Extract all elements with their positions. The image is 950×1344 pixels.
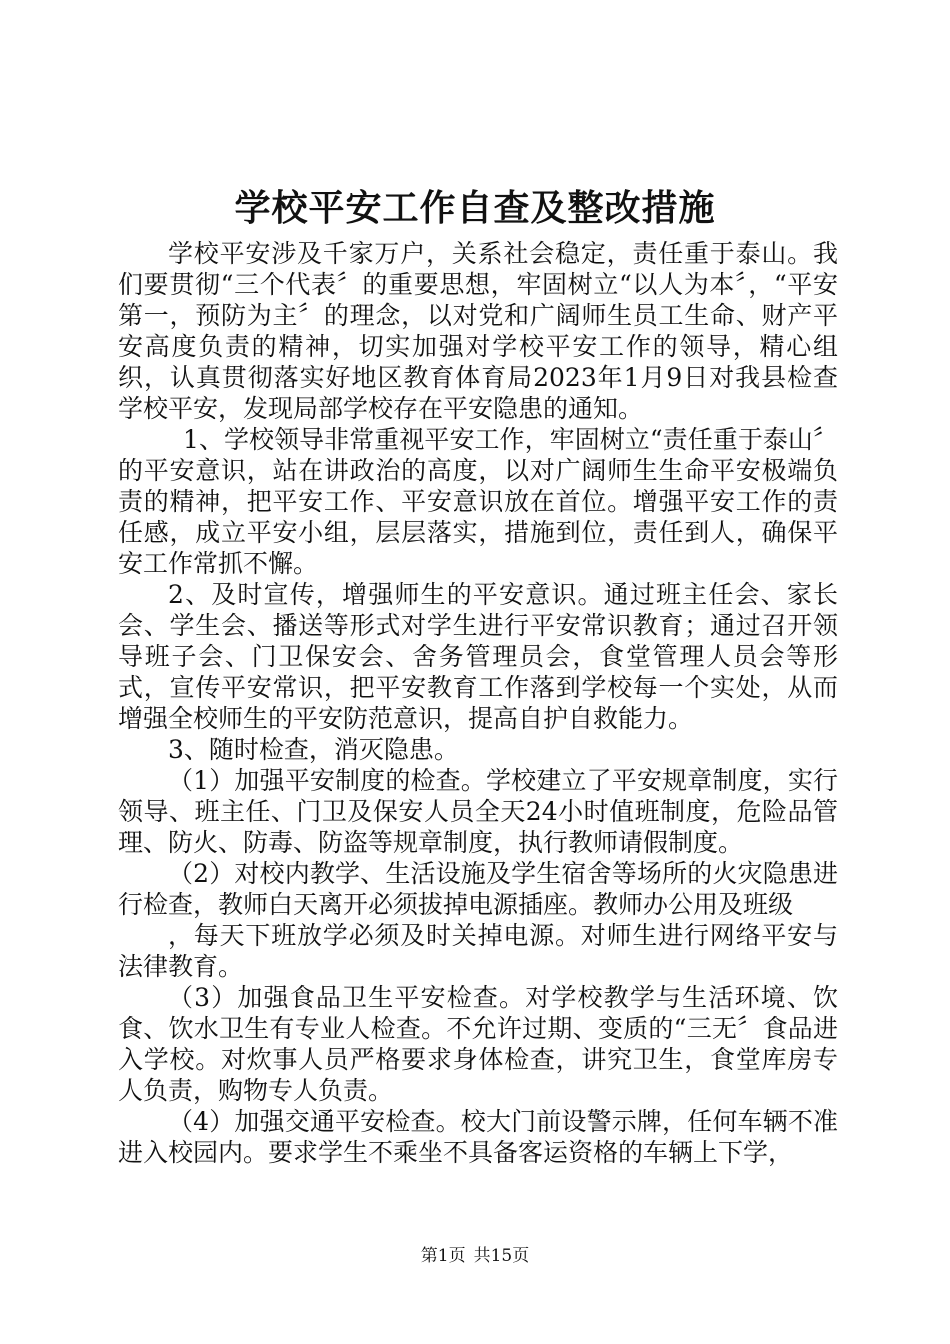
paragraph-subitem-2-continued: ，每天下班放学必须及时关掉电源。对师生进行网络平安与法律教育。 — [118, 921, 838, 981]
page-number: 第1页 — [420, 1246, 466, 1266]
page-total: 共15页 — [473, 1246, 530, 1266]
paragraph-subitem-3: （3）加强食品卫生平安检查。对学校教学与生活环境、饮食、饮水卫生有专业人检查。不允许过期、变质的“三无〞食品进入学校。对炊事人员严格要求身体检查，讲究卫生，食堂库房专人负责，购物专人负责。 — [118, 983, 838, 1105]
paragraph-subitem-4: （4）加强交通平安检查。校大门前设警示牌，任何车辆不准进入校园内。要求学生不乘坐不具备客运资格的车辆上下学， — [118, 1107, 838, 1167]
document-title: 学校平安工作自查及整改措施 — [234, 187, 716, 229]
paragraph-item-2: 2、及时宣传，增强师生的平安意识。通过班主任会、家长会、学生会、播送等形式对学生进行平安常识教育；通过召开领导班子会、门卫保安会、舍务管理员会，食堂管理人员会等形式，宣传平安常识，把平安教育工作落到学校每一个实处，从而增强全校师生的平安防范意识，提高自护自救能力。 — [118, 580, 838, 733]
document-body — [118, 238, 838, 1168]
paragraph-subitem-2: （2）对校内教学、生活设施及学生宿舍等场所的火灾隐患进行检查，教师白天离开必须拔掉电源插座。教师办公用及班级 — [118, 859, 838, 919]
paragraph-item-1: 1、学校领导非常重视平安工作，牢固树立“责任重于泰山〞的平安意识，站在讲政治的高度，以对广阔师生生命平安极端负责的精神，把平安工作、平安意识放在首位。增强平安工作的责任感，成立平安小组，层层落实，措施到位，责任到人，确保平安工作常抓不懈。 — [118, 425, 838, 578]
paragraph-item-3: 3、随时检查，消灭隐患。 — [168, 735, 459, 764]
paragraph-intro: 学校平安涉及千家万户，关系社会稳定，责任重于泰山。我们要贯彻“三个代表〞的重要思想，牢固树立“以人为本〞，“平安第一，预防为主〞的理念，以对党和广阔师生员工生命、财产平安高度负责的精神，切实加强对学校平安工作的领导，精心组织，认真贯彻落实好地区教育体育局2023年1月9日对我县检查学校平安，发现局部学校存在平安隐患的通知。 — [118, 239, 838, 423]
page-footer — [0, 1244, 950, 1268]
paragraph-subitem-1: （1）加强平安制度的检查。学校建立了平安规章制度，实行领导、班主任、门卫及保安人员全天24小时值班制度，危险品管理、防火、防毒、防盗等规章制度，执行教师请假制度。 — [118, 766, 838, 857]
